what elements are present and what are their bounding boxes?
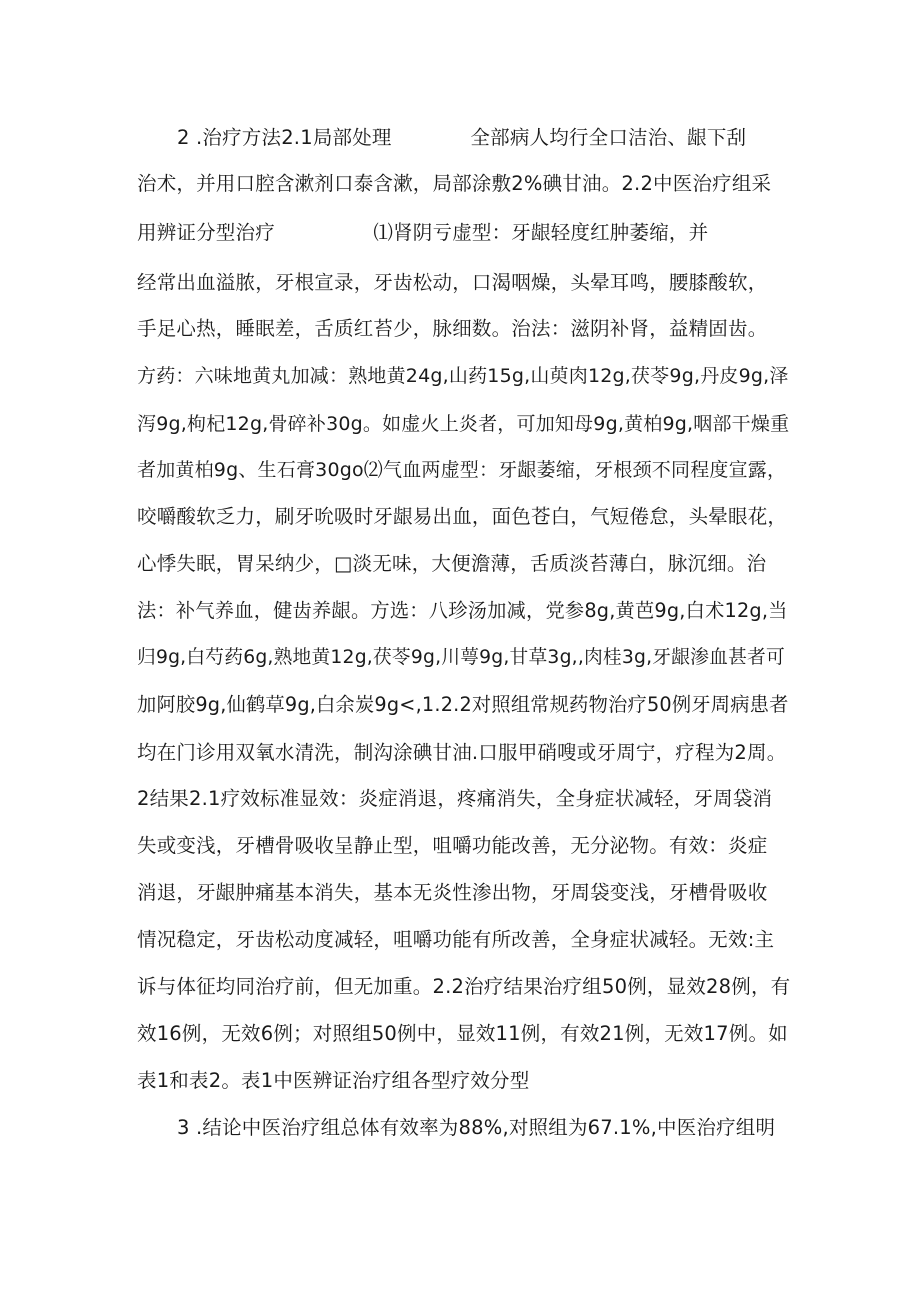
text-line: 效16例，无效6例；对照组50例中，显效11例，有效21例，无效17例。如 — [137, 1022, 788, 1045]
text-line: 者加黄柏9g、生石膏30go⑵气血两虚型：牙龈萎缩，牙根颈不同程度宣露， — [137, 459, 787, 481]
text-line: 咬嚼酸软乏力，刷牙吮吸时牙龈易出血，面色苍白，气短倦怠，头晕眼花， — [137, 505, 788, 528]
text-line: 3 .结论中医治疗组总体有效率为88%,对照组为67.1%,中医治疗组明 — [177, 1116, 776, 1139]
text-line: 归9g,白芍药6g,熟地黄12g,茯苓9g,川萼9g,甘草3g,,肉桂3g,牙龈渗血甚者可 — [137, 647, 785, 668]
text-line: 诉与体征均同治疗前，但无加重。2.2治疗结果治疗组50例，显效28例，有 — [137, 975, 791, 998]
text-line: 用辨证分型治疗 ⑴肾阴亏虚型：牙龈轻度红肿萎缩，并 — [137, 221, 709, 244]
text-line: 经常出血溢脓，牙根宣录，牙齿松动，口渴咽燥，头晕耳鸣，腰膝酸软， — [137, 271, 768, 294]
text-line: 失或变浅，牙槽骨吸收呈静止型，咀嚼功能改善，无分泌物。有效：炎症 — [137, 834, 768, 857]
text-line: 方药：六味地黄丸加减：熟地黄24g,山药15g,山萸肉12g,茯苓9g,丹皮9g,泽 — [137, 365, 789, 387]
text-line: 加阿胶9g,仙鹤草9g,白余炭9g<,1.2.2对照组常规药物治疗50例牙周病患者 — [137, 693, 789, 716]
text-line: 2 .治疗方法2.1局部处理 全部病人均行全口洁治、龈下刮 — [177, 126, 747, 149]
text-line: 2结果2.1疗效标准显效：炎症消退，疼痛消失，全身症状减轻，牙周袋消 — [137, 787, 773, 810]
text-line: 泻9g,枸杞12g,骨碎补30g。如虚火上炎者，可加知母9g,黄柏9g,咽部干燥重 — [137, 413, 790, 435]
text-line: 治术，并用口腔含漱剂口泰含漱，局部涂敷2%碘甘油。2.2中医治疗组采 — [137, 172, 772, 195]
text-line: 情况稳定，牙齿松动度减轻，咀嚼功能有所改善，全身症状减轻。无效:主 — [137, 928, 775, 951]
text-line: 均在门诊用双氧水清洗，制沟涂碘甘油.口服甲硝嗖或牙周宁，疗程为2周。 — [137, 741, 787, 764]
text-line: 法：补气养血，健齿养龈。方选：八珍汤加减，党参8g,黄芭9g,白术12g,当 — [137, 599, 788, 622]
text-line: 心悸失眠，胃呆纳少，□淡无味，大便澹薄，舌质淡苔薄白，脉沉细。治 — [137, 552, 767, 575]
text-line: 手足心热，睡眠差，舌质红苔少，脉细数。治法：滋阴补肾，益精固齿。 — [137, 317, 768, 340]
text-line: 表1和表2。表1中医辨证治疗组各型疗效分型 — [137, 1069, 530, 1092]
text-line: 消退，牙龈肿痛基本消失，基本无炎性渗出物，牙周袋变浅，牙槽骨吸收 — [137, 881, 768, 904]
